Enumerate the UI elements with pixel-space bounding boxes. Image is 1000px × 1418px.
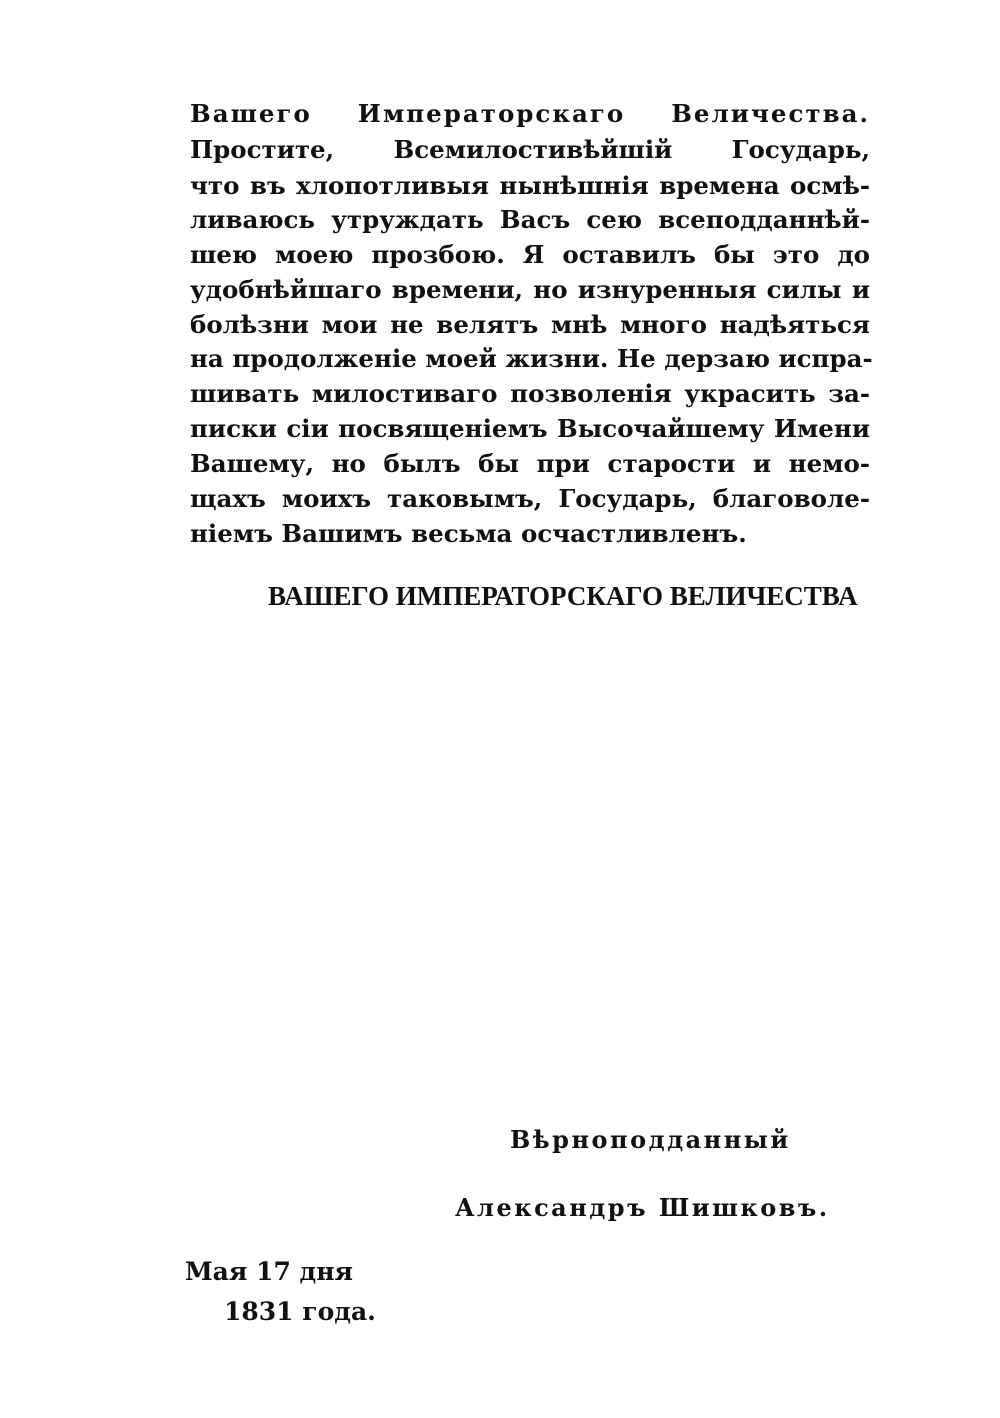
- text-line: удобнѣйшаго времени, но изнуренныя силы и: [190, 275, 870, 304]
- text-line: что въ хлопотливыя нынѣшнія времена осмѣ-: [190, 171, 870, 200]
- text-line: болѣзни мои не велятъ мнѣ много надѣяться: [190, 310, 870, 339]
- text-line: шею моею прозбою. Я оставилъ бы это до: [190, 240, 870, 269]
- closing-heading: ВАШЕГО ИМПЕРАТОРСКАГО ВЕЛИЧЕСТВА: [268, 581, 858, 611]
- text-line: писки сіи посвященіемъ Высочайшему Имени: [190, 414, 870, 443]
- text-line: на продолженіе моей жизни. Не дерзаю испра-: [190, 344, 873, 373]
- signature-name: Александръ Шишковъ.: [455, 1193, 830, 1222]
- text-line: шивать милостиваго позволенія украсить за-: [190, 379, 870, 408]
- text-line: Вашему, но былъ бы при старости и немо-: [190, 449, 870, 478]
- date-year: 1831 года.: [224, 1297, 376, 1326]
- text-line: щахъ моихъ таковымъ, Государь, благоволе-: [190, 484, 870, 513]
- signature-title: Вѣрноподданный: [510, 1125, 791, 1154]
- text-line: Вашего Императорскаго Величества.: [190, 99, 870, 128]
- text-line: ніемъ Вашимъ весьма осчастливленъ.: [190, 519, 747, 548]
- text-line: Простите, Всемилостивѣйшій Государь,: [190, 135, 870, 164]
- text-line: ливаюсь утруждать Васъ сею всеподданнѣй-: [190, 205, 870, 234]
- date-day-month: Мая 17 дня: [185, 1257, 353, 1286]
